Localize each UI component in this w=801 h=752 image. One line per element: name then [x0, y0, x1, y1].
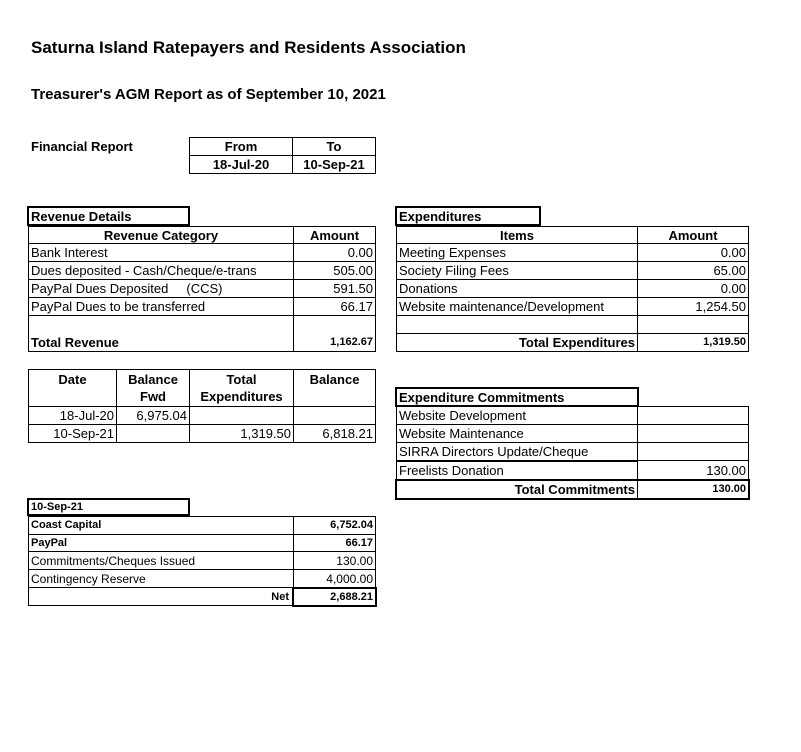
commitment-row-item: Website Development: [399, 408, 526, 423]
period-to-date: 10-Sep-21: [303, 157, 365, 172]
commitment-row-item: Freelists Donation: [399, 463, 504, 478]
net-row-label: PayPal: [31, 536, 68, 549]
total-expenditures-amount: 1,319.50: [703, 336, 746, 348]
total-expenditures-header: Total: [226, 371, 257, 387]
net-row-amount: 130.00: [336, 553, 373, 568]
expenditure-row-item: Website maintenance/Development: [399, 299, 604, 314]
revenue-row-amount: 66.17: [340, 299, 373, 314]
expenditure-row-item: Donations: [399, 281, 458, 296]
balance-row-balance: 6,818.21: [322, 426, 373, 441]
balance-row-balance: [294, 407, 375, 424]
revenue-row-category: Bank Interest: [31, 245, 108, 260]
balance-row-date: 10-Sep-21: [53, 426, 114, 441]
balance-fwd-header: Balance: [128, 371, 178, 387]
revenue-row-category: PayPal Dues to be transferred: [31, 299, 206, 314]
expenditure-row-amount: 0.00: [720, 281, 746, 296]
period-from-header: From: [224, 139, 258, 154]
balance-row-expenditures: [190, 407, 293, 424]
net-amount: 2,688.21: [330, 590, 373, 603]
commitment-row-item: SIRRA Directors Update/Cheque: [399, 444, 589, 459]
balance-row-date: 18-Jul-20: [59, 408, 114, 423]
period-from-date: 18-Jul-20: [212, 157, 270, 172]
net-date-label: 10-Sep-21: [31, 500, 83, 513]
page-title: Saturna Island Ratepayers and Residents Association: [31, 38, 466, 57]
expenditure-row-amount: 65.00: [713, 263, 746, 278]
financial-report-label: Financial Report: [31, 139, 133, 154]
revenue-row-category: PayPal Dues Deposited (CCS): [31, 281, 223, 296]
balance-row-fwd: 6,975.04: [136, 408, 187, 423]
net-label: Net: [271, 590, 289, 603]
revenue-row-amount: 591.50: [333, 281, 373, 296]
net-row-amount: 4,000.00: [326, 571, 373, 586]
expenditures-section-label: Expenditures: [399, 208, 482, 224]
balance-row-expenditures: 1,319.50: [240, 426, 291, 441]
expenditures-items-header: Items: [500, 227, 534, 243]
expenditure-row-item: Meeting Expenses: [399, 245, 506, 260]
total-expenditures-header: Expenditures: [200, 388, 283, 404]
net-row-label: Contingency Reserve: [31, 571, 146, 586]
period-to-header: To: [326, 139, 342, 154]
total-revenue-label: Total Revenue: [31, 335, 119, 350]
balance-header: Balance: [309, 371, 360, 387]
net-row-amount: 6,752.04: [330, 519, 373, 531]
commitment-row-item: Website Maintenance: [399, 426, 524, 441]
net-row-label: Commitments/Cheques Issued: [31, 553, 196, 568]
balance-fwd-header: Fwd: [140, 388, 166, 404]
revenue-amount-header: Amount: [309, 227, 360, 243]
commitment-row-amount: [638, 443, 748, 460]
total-commitments-amount: 130.00: [712, 483, 746, 495]
revenue-row-amount: 505.00: [333, 263, 373, 278]
balance-row-fwd: [117, 425, 189, 442]
total-expenditures-label: Total Expenditures: [518, 335, 635, 350]
revenue-category-header: Revenue Category: [103, 227, 219, 243]
commitment-row-amount: [638, 407, 748, 424]
balance-date-header: Date: [58, 371, 87, 387]
revenue-row-category: Dues deposited - Cash/Cheque/e-trans: [31, 263, 257, 278]
expenditure-row-amount: 0.00: [720, 245, 746, 260]
commitment-row-amount: 130.00: [706, 463, 746, 478]
net-row-label: Coast Capital: [31, 519, 102, 531]
revenue-row-amount: 0.00: [347, 245, 373, 260]
report-subtitle: Treasurer's AGM Report as of September 10, 2021: [31, 86, 386, 103]
expenditures-amount-header: Amount: [668, 227, 718, 243]
total-revenue-amount: 1,162.67: [330, 336, 373, 348]
total-commitments-label: Total Commitments: [514, 482, 635, 497]
expenditure-row-item: Society Filing Fees: [399, 263, 509, 278]
commitment-row-amount: [638, 425, 748, 442]
revenue-section-label: Revenue Details: [31, 208, 132, 224]
commitments-section-label: Expenditure Commitments: [399, 389, 565, 405]
expenditure-row-amount: 1,254.50: [695, 299, 746, 314]
net-row-amount: 66.17: [345, 536, 373, 549]
